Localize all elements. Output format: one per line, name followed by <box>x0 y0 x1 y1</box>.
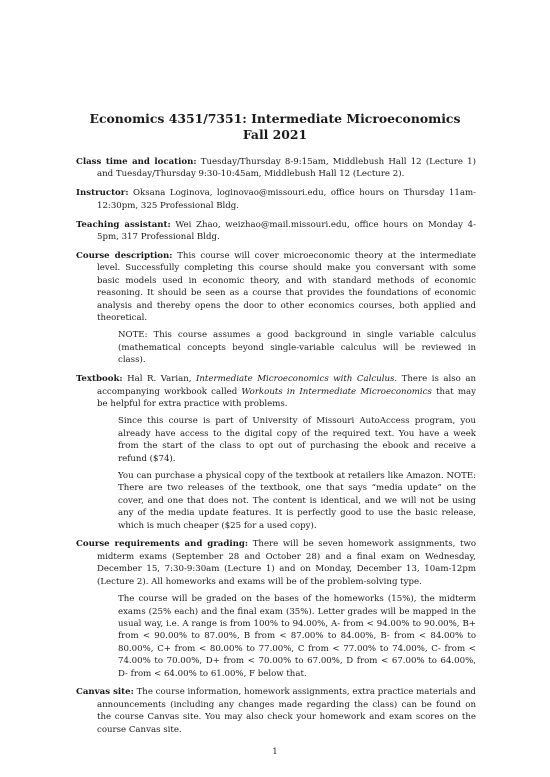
description-section <box>76 250 476 367</box>
instructor-text: Oksana Loginova, loginovao@missouri.edu, office hours on Thursday 11am-12:30pm, 325 Professional Bldg. <box>97 188 477 211</box>
document-title <box>0 111 550 142</box>
class-time-label: Class time and location: <box>76 157 197 167</box>
canvas-section <box>76 686 476 736</box>
class-time-section <box>76 156 476 181</box>
description-text: This course will cover microeconomic theory at the intermediate level. Successfully completing this course should make you conversant with some basic models used in economic theory, and with standard methods of economic reasoning. It should be seen as a course that provides the foundations of economic analysis and thereby opens the door to other economics courses, both applied and theoretical. <box>97 250 476 323</box>
canvas-text: The course information, homework assignments, extra practice materials and announcements (including any changes made regarding the class) can be found on the course Canvas site. You may also check your homework and exam scores on the course Canvas site. <box>97 687 477 735</box>
description-note: NOTE: This course assumes a good background in single variable calculus (mathematical concepts beyond single-variable calculus will be reviewed in class). <box>118 330 476 366</box>
syllabus-body <box>76 156 476 743</box>
canvas-label: Canvas site: <box>76 687 134 698</box>
textbook-label: Textbook: <box>76 374 123 385</box>
requirements-label: Course requirements and grading: <box>76 539 249 550</box>
ta-text: Wei Zhao, weizhao@mail.missouri.edu, office hours on Monday 4-5pm, 317 Professional Bldg. <box>97 219 477 243</box>
description-label: Course description: <box>76 250 173 261</box>
instructor-section <box>76 187 476 212</box>
term: Fall 2021 <box>242 126 308 142</box>
textbook-intro: Hal R. Varian, <box>127 374 192 385</box>
class-time-text: Tuesday/Thursday 8-9:15am, Middlebush Hall 12 (Lecture 1) and Tuesday/Thursday 9:30-10:45am, Middlebush Hall 12 (Lecture 2). <box>97 157 476 180</box>
grading-scale: The course will be graded on the bases of the homeworks (15%), the midterm exams (25% each) and the final exam (35%). Letter grades will be mapped in the usual way, i.e. A range is from 100% to 94.00%, A- from < 94.00% to 90.00%, B+ from < 90.00% to 87.00%, B from < 87.00% to 84.00%, B- from < 84.00% to 80.00%, C+ from < 80.00% to 77.00%, C from < 77.00% to 74.00%, C- from < 74.00% to 70.00%, D+ from < 70.00% to 67.00%, D from < 67.00% to 64.00%, D- from < 64.00% to 61.00%, F below that. <box>118 594 476 679</box>
textbook-physical-copy: You can purchase a physical copy of the textbook at retailers like Amazon. NOTE: There are two releases of the textbook, one that says “media update” on the cover, and one that does not. The content is identical, and we will not be using any of the media update features. It is perfectly good to use the basic release, which is much cheaper ($25 for a used copy). <box>118 470 476 531</box>
ta-label: Teaching assistant: <box>76 219 171 230</box>
instructor-label: Instructor: <box>76 188 129 199</box>
requirements-section <box>76 538 476 679</box>
course-title: Economics 4351/7351: Intermediate Microeconomics <box>89 111 461 126</box>
page-number: 1 <box>272 747 278 757</box>
requirements-text: There will be seven homework assignments, two midterm exams (September 28 and October 28) and a final exam on Wednesday, December 15, 7:30-9:30am (Lecture 1) and on Monday, December 13, 10am-12pm (Lecture 2). All homeworks and exams will be of the problem-solving type. <box>97 539 476 587</box>
workbook-title: Workouts in Intermediate Microeconomics <box>241 386 432 397</box>
textbook-title: Intermediate Microeconomics with Calculus. <box>196 374 398 385</box>
ta-section <box>76 219 476 244</box>
textbook-mid: There is also an accompanying workbook called <box>97 374 476 397</box>
textbook-section <box>76 373 476 532</box>
textbook-autoaccess: Since this course is part of University of Missouri AutoAccess program, you already have access to the digital copy of the required text. You have a week from the start of the class to opt out of purchasing the ebook and receive a refund ($74). <box>118 416 476 464</box>
textbook-end: that may be helpful for extra practice with problems. <box>97 386 476 409</box>
